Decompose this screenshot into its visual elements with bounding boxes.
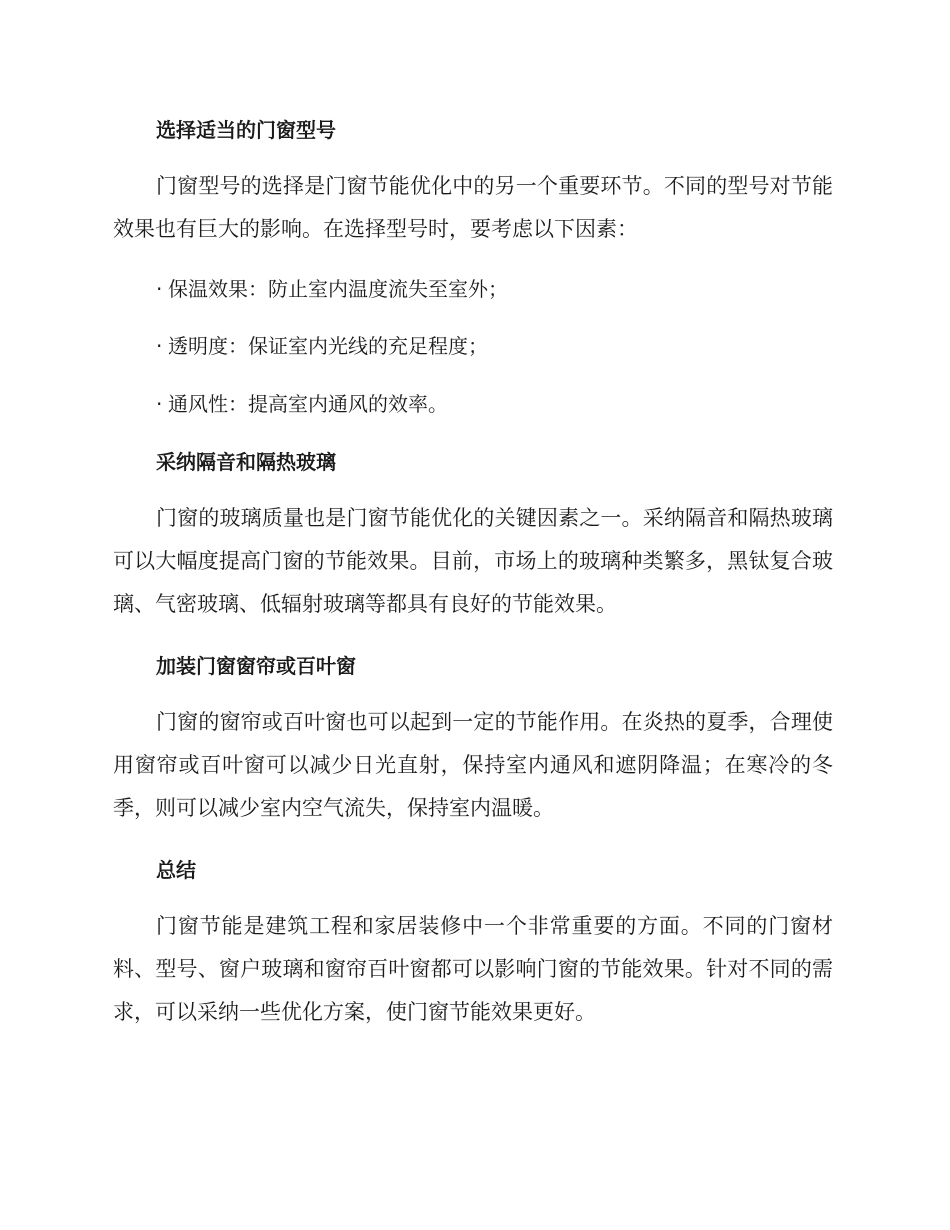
bullet-dot: ·	[156, 334, 163, 358]
section-paragraph-glass: 门窗的玻璃质量也是门窗节能优化的关键因素之一。采纳隔音和隔热玻璃可以大幅度提高门窗的节能效果。目前，市场上的玻璃种类繁多，黑钛复合玻璃、气密玻璃、低辐射玻璃等都具有良好的节能效果。	[113, 506, 833, 616]
bullet-text: 透明度：保证室内光线的充足程度；	[168, 334, 488, 358]
bullet-dot: ·	[156, 277, 163, 301]
section-paragraph-door-window-model: 门窗型号的选择是门窗节能优化中的另一个重要环节。不同的型号对节能效果也有巨大的影响。在选择型号时，要考虑以下因素：	[113, 174, 833, 241]
bullet-text: 通风性：提高室内通风的效率。	[168, 392, 448, 416]
bullet-dot: ·	[156, 392, 163, 416]
bullet-text: 保温效果：防止室内温度流失至室外；	[168, 277, 508, 301]
section-paragraph-summary: 门窗节能是建筑工程和家居装修中一个非常重要的方面。不同的门窗材料、型号、窗户玻璃和窗帘百叶窗都可以影响门窗的节能效果。针对不同的需求，可以采纳一些优化方案，使门窗节能效果更好。	[113, 914, 833, 1024]
section-paragraph-curtains: 门窗的窗帘或百叶窗也可以起到一定的节能作用。在炎热的夏季，合理使用窗帘或百叶窗可以减少日光直射，保持室内通风和遮阴降温；在寒冷的冬季，则可以减少室内空气流失，保持室内温暖。	[113, 710, 833, 820]
bullet-item-transparency	[113, 332, 833, 360]
bullet-item-insulation	[113, 275, 833, 303]
section-heading-glass: 采纳隔音和隔热玻璃	[156, 450, 336, 474]
section-heading-curtains: 加装门窗窗帘或百叶窗	[156, 654, 356, 678]
bullet-item-ventilation	[113, 390, 833, 418]
section-heading-door-window-model: 选择适当的门窗型号	[156, 118, 336, 142]
section-heading-summary: 总结	[156, 858, 196, 882]
